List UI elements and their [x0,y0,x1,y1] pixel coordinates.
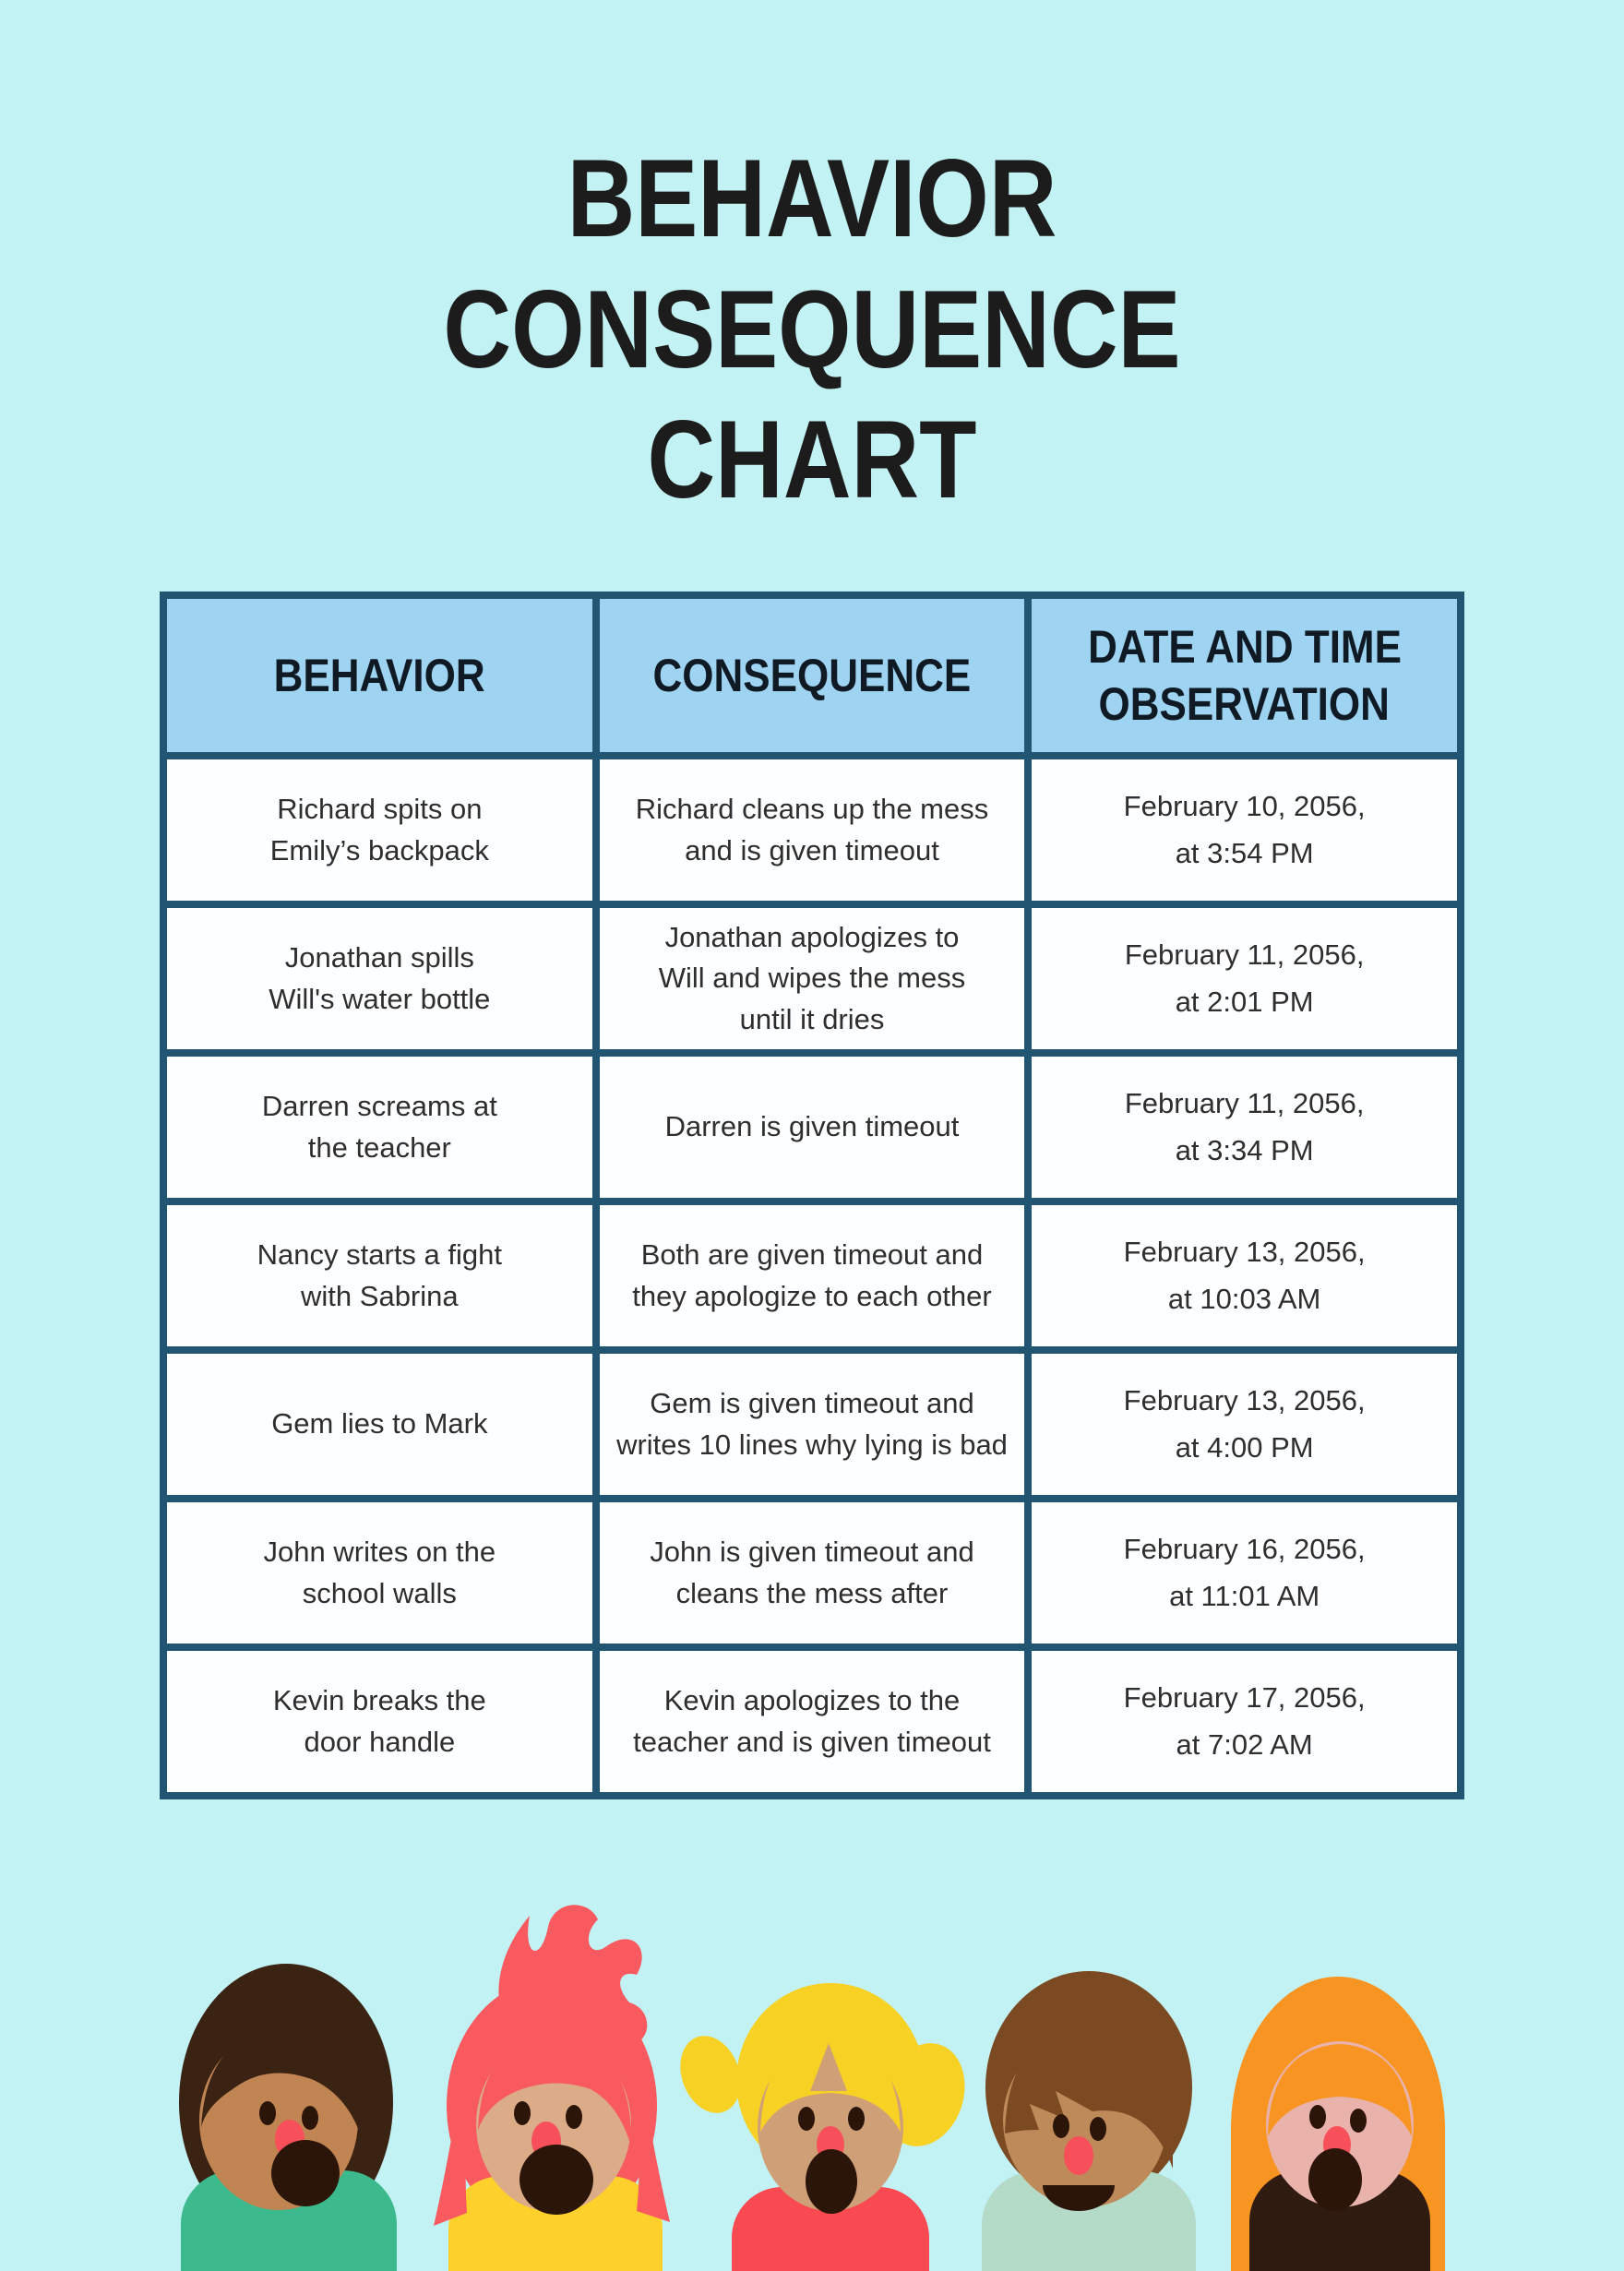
column-header-label: BEHAVIOR [273,649,485,701]
child-4-left-eye [1053,2114,1069,2138]
consequence-cell [600,1502,1025,1643]
page-title [0,134,1624,526]
date-cell-line: at 7:02 AM [1176,1727,1313,1761]
consequence-cell [600,908,1025,1049]
child-1-right-eye [302,2106,318,2130]
title-line-2: CONSEQUENCE [443,267,1181,391]
consequence-cell-line: until it dries [739,1002,885,1035]
consequence-cell [600,1057,1025,1198]
child-4-boy-brown-hair [982,1971,1196,2271]
consequence-cell-line: Gem is given timeout and [650,1387,974,1420]
behavior-cell [167,759,592,901]
consequence-cell [600,1651,1025,1792]
child-3-girl-blonde-pigtails [670,1983,977,2271]
date-cell-line: February 17, 2056, [1123,1681,1366,1715]
date-cell [1032,1354,1457,1495]
child-5-left-eye [1309,2105,1326,2129]
date-cell-line: at 11:01 AM [1169,1579,1320,1612]
date-cell-line: at 3:54 PM [1175,836,1314,869]
consequence-cell-line: Kevin apologizes to the [663,1684,961,1717]
date-cell-line: February 16, 2056, [1123,1533,1366,1566]
date-cell [1032,1057,1457,1198]
title-line-1: BEHAVIOR [567,137,1057,260]
date-cell-line: February 11, 2056, [1124,938,1365,972]
consequence-cell-line: Darren is given timeout [664,1110,960,1143]
date-cell-line: at 2:01 PM [1175,985,1314,1018]
date-cell-line: February 13, 2056, [1123,1384,1366,1417]
date-cell-line: February 10, 2056, [1123,790,1366,823]
behavior-cell-line: the teacher [307,1130,451,1164]
consequence-cell [600,1205,1025,1346]
behavior-cell-line: Nancy starts a fight [257,1238,502,1272]
child-1-open-mouth [271,2140,340,2206]
child-2-right-eye [566,2105,582,2129]
column-header-consequence [600,599,1025,752]
date-cell-line: February 13, 2056, [1123,1236,1366,1269]
consequence-cell-line: Both are given timeout and [640,1238,984,1272]
column-header-date-time-observation [1032,599,1457,752]
behavior-cell [167,908,592,1049]
child-1-left-eye [259,2101,276,2125]
behavior-cell-line: Emily’s backpack [269,833,489,867]
consequence-cell-line: and is given timeout [685,833,939,867]
consequence-cell-line: writes 10 lines why lying is bad [616,1428,1008,1461]
date-cell [1032,759,1457,901]
date-cell [1032,908,1457,1049]
child-3-open-mouth [806,2149,857,2214]
consequence-cell [600,759,1025,901]
behavior-cell [167,1651,592,1792]
child-3-left-eye [798,2107,815,2131]
behavior-cell-line: Kevin breaks the [272,1684,486,1717]
behavior-cell-line: Will's water bottle [269,982,491,1015]
column-header-label-line-1: DATE AND TIME [1087,620,1402,673]
child-2-girl-red-ponytail [434,1905,670,2271]
child-2-open-mouth [519,2145,593,2215]
child-5-girl-orange-hair [1231,1977,1445,2271]
behavior-cell-line: school walls [302,1576,457,1609]
behavior-cell-line: Darren screams at [261,1090,497,1123]
child-5-open-mouth [1308,2148,1362,2211]
behavior-cell-line: Jonathan spills [284,941,474,974]
consequence-cell [600,1354,1025,1495]
behavior-cell [167,1502,592,1643]
behavior-cell [167,1057,592,1198]
behavior-cell [167,1205,592,1346]
consequence-cell-line: Jonathan apologizes to [664,921,960,954]
consequence-cell-line: they apologize to each other [632,1279,992,1312]
consequence-cell-line: cleans the mess after [675,1576,949,1609]
consequence-cell-line: Richard cleans up the mess [635,793,989,826]
child-1-boy-dark-brown-hair [179,1964,397,2271]
date-cell-line: at 3:34 PM [1175,1133,1314,1166]
child-5-right-eye [1350,2109,1367,2133]
title-line-3: CHART [647,398,977,522]
date-cell-line: February 11, 2056, [1124,1087,1365,1120]
column-header-label-line-2: OBSERVATION [1098,678,1391,730]
behavior-table [160,592,1464,1799]
consequence-cell-line: Will and wipes the mess [658,962,966,995]
date-cell-line: at 10:03 AM [1167,1282,1321,1315]
child-3-right-eye [848,2107,865,2131]
column-header-behavior [167,599,592,752]
column-header-label: CONSEQUENCE [652,649,972,701]
date-cell [1032,1205,1457,1346]
child-4-nose [1064,2136,1093,2175]
behavior-cell-line: John writes on the [263,1536,496,1569]
behavior-cell [167,1354,592,1495]
behavior-cell-line: door handle [304,1725,456,1758]
behavior-cell-line: Richard spits on [277,793,483,826]
behavior-cell-line: with Sabrina [301,1279,459,1312]
date-cell [1032,1502,1457,1643]
child-4-right-eye [1090,2117,1106,2141]
consequence-cell-line: John is given timeout and [650,1536,974,1569]
children-illustration [0,1892,1624,2271]
behavior-cell-line: Gem lies to Mark [271,1407,488,1440]
consequence-cell-line: teacher and is given timeout [633,1725,991,1758]
date-cell [1032,1651,1457,1792]
child-2-left-eye [514,2101,531,2125]
date-cell-line: at 4:00 PM [1175,1430,1314,1464]
